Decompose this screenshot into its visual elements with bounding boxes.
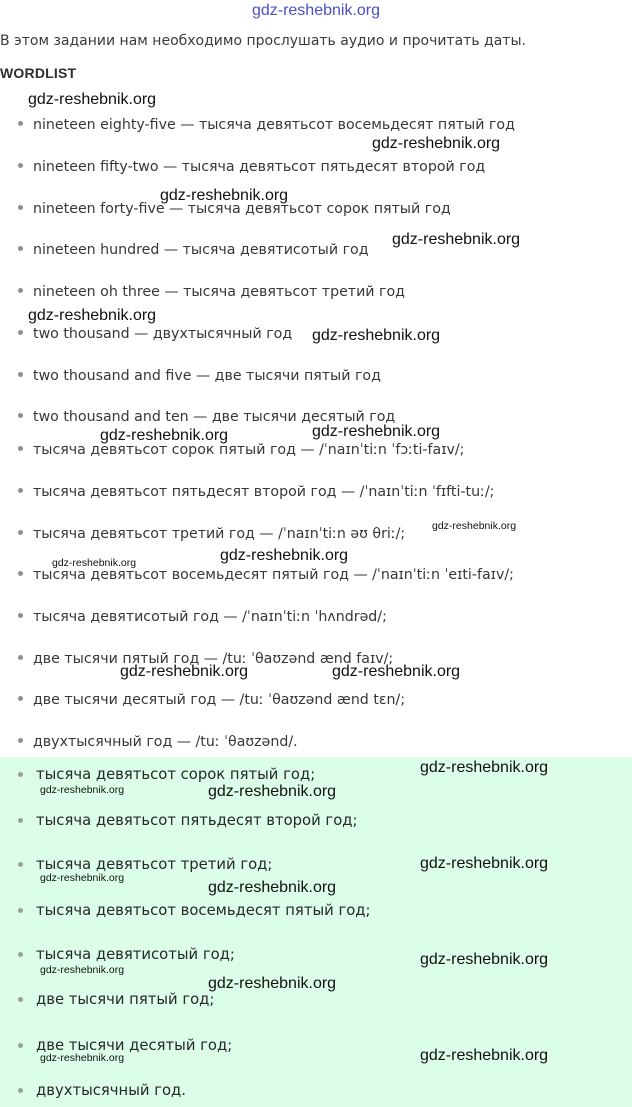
task-intro: В этом задании нам необходимо прослушать аудио и прочитать даты. [0, 33, 526, 49]
watermark: gdz-reshebnik.org [40, 784, 125, 796]
watermark: gdz-reshebnik.org [28, 307, 157, 324]
watermark: gdz-reshebnik.org [420, 951, 549, 968]
watermark: gdz-reshebnik.org [312, 327, 441, 344]
bullet-icon [18, 772, 23, 777]
watermark: gdz-reshebnik.org [52, 557, 137, 569]
bullet-icon [18, 738, 23, 743]
bullet-icon [18, 862, 23, 867]
watermark: gdz-reshebnik.org [120, 663, 249, 680]
bullet-icon [18, 330, 23, 335]
watermark: gdz-reshebnik.org [160, 187, 289, 204]
bullet-icon [18, 655, 23, 660]
bullet-icon [18, 446, 23, 451]
bullet-icon [18, 530, 23, 535]
bullet-icon [18, 488, 23, 493]
bullet-icon [18, 1043, 23, 1048]
bullet-icon [18, 288, 23, 293]
watermark: gdz-reshebnik.org [220, 547, 349, 564]
bullet-icon [18, 1088, 23, 1093]
watermark: gdz-reshebnik.org [420, 855, 549, 872]
bullet-icon [18, 818, 23, 823]
bullet-icon [18, 121, 23, 126]
watermark: gdz-reshebnik.org [208, 975, 337, 992]
page: gdz-reshebnik.org В этом задании нам необходимо прослушать аудио и прочитать даты. WORDLIST nineteen eighty-five — тысяча девятьсот восемьдесят пятый год nineteen fifty-two — тысяча девятьсот пятьдесят второй год nineteen forty-five — тысяча девятьсот сорок пятый год nineteen hundred — тысяча девятисотый год nineteen oh three — тысяча девятьсот третий год two thousand — двухтысячный год two thousand and five — две тысячи пятый год two thousand and ten — две тысячи десятый год тысяча девятьсот сорок пятый год — /ˈnaɪnˈtiːn ˈfɔːti-faɪv/; тысяча девятьсот пятьдесят второй год — /ˈnaɪnˈtiːn ˈfɪfti-tuː/; тысяча девятьсот третий год — /ˈnaɪnˈtiːn əʊ θriː/; тысяча девятьсот восемьдесят пятый год — /ˈnaɪnˈtiːn ˈeɪti-faɪv/; тысяча девятисотый год — /ˈnaɪnˈtiːn ˈhʌndrəd/; две тысячи пятый год — /tuː ˈθaʊzənd ænd faɪv/; две тысячи десятый год — /tuː ˈθaʊzənd ænd tɛn/; двухтысячный год — /tuː ˈθaʊzənd/. тысяча девятьсот сорок пятый год; тысяча девятьсот пятьдесят второй год; тысяча девятьсот третий год; тысяча девятьсот восемьдесят пятый год; тысяча девятисотый год; две тысячи пятый год; две тысячи десятый год; двухтысячный год. gdz-reshebnik.org gdz-reshebnik.org gdz-reshebnik.org gdz-reshebnik.org gdz-reshebnik.org gdz-reshebnik.org gdz-reshebnik.org gdz-reshebnik.org gdz-reshebnik.org gdz-reshebnik.org gdz-reshebnik.org gdz-reshebnik.org gdz-reshebnik.org gdz-reshebnik.org gdz-reshebnik.org gdz-reshebnik.org gdz-reshebnik.org gdz-reshebnik.org gdz-reshebnik.org gdz-reshebnik.org gdz-reshebnik.org gdz-reshebnik.org gdz-reshebnik.org gdz-reshebnik.org [0, 0, 632, 1107]
bullet-icon [18, 952, 23, 957]
watermark: gdz-reshebnik.org [312, 423, 441, 440]
wordlist-heading: WORDLIST [0, 65, 77, 81]
watermark: gdz-reshebnik.org [332, 663, 461, 680]
watermark: gdz-reshebnik.org [40, 1052, 125, 1064]
watermark: gdz-reshebnik.org [208, 879, 337, 896]
bullet-icon [18, 908, 23, 913]
watermark: gdz-reshebnik.org [420, 759, 549, 776]
bullet-icon [18, 372, 23, 377]
watermark: gdz-reshebnik.org [40, 872, 125, 884]
watermark: gdz-reshebnik.org [40, 964, 125, 976]
watermark: gdz-reshebnik.org [100, 427, 229, 444]
watermark: gdz-reshebnik.org [28, 91, 157, 108]
bullet-icon [18, 413, 23, 418]
bullet-icon [18, 997, 23, 1002]
bullet-icon [18, 163, 23, 168]
site-name[interactable]: gdz-reshebnik.org [251, 2, 381, 19]
bullet-icon [18, 571, 23, 576]
answers-block: тысяча девятьсот сорок пятый год; тысяча девятьсот пятьдесят второй год; тысяча девятьсот третий год; тысяча девятьсот восемьдесят пятый год; тысяча девятисотый год; две тысячи пятый год; две тысячи десятый год; двухтысячный год. [0, 757, 632, 1107]
bullet-icon [18, 613, 23, 618]
bullet-icon [18, 246, 23, 251]
watermark: gdz-reshebnik.org [392, 231, 521, 248]
watermark: gdz-reshebnik.org [420, 1047, 549, 1064]
watermark: gdz-reshebnik.org [208, 783, 337, 800]
watermark: gdz-reshebnik.org [432, 520, 517, 532]
bullet-icon [18, 696, 23, 701]
watermark: gdz-reshebnik.org [372, 135, 501, 152]
bullet-icon [18, 205, 23, 210]
